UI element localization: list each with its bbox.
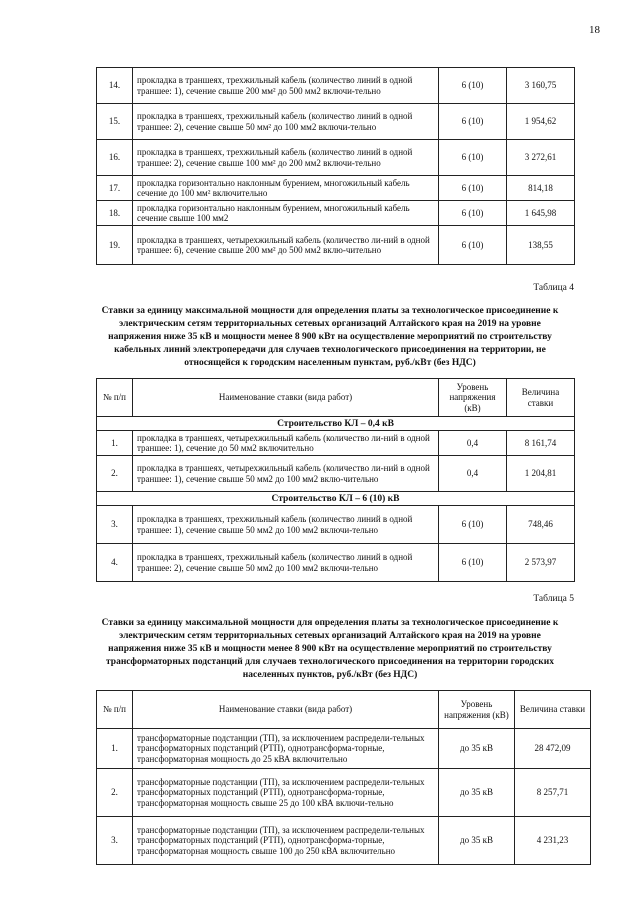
voltage-level: 6 (10) bbox=[439, 226, 507, 265]
rates-table-4 bbox=[96, 378, 575, 582]
voltage-level: до 35 кВ bbox=[439, 769, 515, 817]
voltage-level: 6 (10) bbox=[439, 104, 507, 140]
table-header-row bbox=[97, 691, 591, 729]
rate-description: прокладка в траншеях, трехжильный кабель (количество линий в одной траншее: 1), сечение свыше 50 мм2 до 100 мм2 включи-тельно bbox=[133, 506, 439, 544]
table-row bbox=[97, 506, 575, 544]
rate-value: 3 272,61 bbox=[507, 140, 575, 176]
rate-value: 3 160,75 bbox=[507, 68, 575, 104]
row-number: 19. bbox=[97, 226, 133, 265]
column-header-number: № п/п bbox=[97, 691, 133, 729]
voltage-level: до 35 кВ bbox=[439, 817, 515, 865]
table-row bbox=[97, 456, 575, 492]
row-number: 4. bbox=[97, 544, 133, 582]
column-header-value: Величина ставки bbox=[515, 691, 591, 729]
rate-description: трансформаторные подстанции (ТП), за исключением распредели-тельных трансформаторных подстанций (РТП), однотрансформа-торные, трансформаторная мощность до 25 кВА включительно bbox=[133, 729, 439, 769]
rate-value: 1 645,98 bbox=[507, 201, 575, 226]
table-row bbox=[97, 431, 575, 456]
row-number: 2. bbox=[97, 769, 133, 817]
table-row bbox=[97, 817, 591, 865]
voltage-level: 6 (10) bbox=[439, 201, 507, 226]
rate-description: прокладка горизонтально наклонным бурением, многожильный кабель сечение до 100 мм² включительно bbox=[133, 176, 439, 201]
rate-description: прокладка в траншеях, трехжильный кабель (количество линий в одной траншее: 1), сечение свыше 200 мм² до 500 мм2 включи-тельно bbox=[133, 68, 439, 104]
table-5-label: Таблица 5 bbox=[533, 594, 574, 604]
page-number: 18 bbox=[589, 24, 600, 36]
voltage-level: 6 (10) bbox=[439, 68, 507, 104]
rates-table-5 bbox=[96, 690, 591, 865]
rate-value: 8 257,71 bbox=[515, 769, 591, 817]
rate-value: 2 573,97 bbox=[507, 544, 575, 582]
voltage-level: 6 (10) bbox=[439, 506, 507, 544]
column-header-name: Наименование ставки (вида работ) bbox=[133, 379, 439, 417]
row-number: 16. bbox=[97, 140, 133, 176]
voltage-level: до 35 кВ bbox=[439, 729, 515, 769]
rate-description: прокладка в траншеях, трехжильный кабель (количество линий в одной траншее: 2), сечение свыше 50 мм2 до 100 мм2 включи-тельно bbox=[133, 544, 439, 582]
voltage-level: 6 (10) bbox=[439, 544, 507, 582]
table-row bbox=[97, 544, 575, 582]
table-row bbox=[97, 201, 575, 226]
row-number: 14. bbox=[97, 68, 133, 104]
row-number: 17. bbox=[97, 176, 133, 201]
row-number: 3. bbox=[97, 817, 133, 865]
column-header-number: № п/п bbox=[97, 379, 133, 417]
rates-table-continued bbox=[96, 67, 575, 265]
row-number: 1. bbox=[97, 729, 133, 769]
table-row bbox=[97, 140, 575, 176]
section-heading-kl-0-4: Строительство КЛ – 0,4 кВ bbox=[97, 417, 575, 431]
voltage-level: 6 (10) bbox=[439, 176, 507, 201]
column-header-voltage: Уровень напряжения (кВ) bbox=[439, 379, 507, 417]
rate-value: 1 954,62 bbox=[507, 104, 575, 140]
rate-value: 748,46 bbox=[507, 506, 575, 544]
rate-description: прокладка в траншеях, четырехжильный кабель (количество ли-ний в одной траншее: 6), сечение свыше 200 мм² до 500 мм2 вклю-чительно bbox=[133, 226, 439, 265]
voltage-level: 6 (10) bbox=[439, 140, 507, 176]
section-heading-kl-6-10: Строительство КЛ – 6 (10) кВ bbox=[97, 492, 575, 506]
rate-value: 138,55 bbox=[507, 226, 575, 265]
table-row bbox=[97, 104, 575, 140]
rate-description: прокладка горизонтально наклонным бурением, многожильный кабель сечение свыше 100 мм2 bbox=[133, 201, 439, 226]
table-row bbox=[97, 729, 591, 769]
rate-value: 1 204,81 bbox=[507, 456, 575, 492]
column-header-value: Величина ставки bbox=[507, 379, 575, 417]
rate-description: прокладка в траншеях, четырехжильный кабель (количество ли-ний в одной траншее: 1), сечение свыше 50 мм2 до 100 мм2 вклю-чительно bbox=[133, 456, 439, 492]
rate-description: прокладка в траншеях, трехжильный кабель (количество линий в одной траншее: 2), сечение свыше 50 мм² до 100 мм2 включи-тельно bbox=[133, 104, 439, 140]
section-row bbox=[97, 417, 575, 431]
section-row bbox=[97, 492, 575, 506]
table-row bbox=[97, 226, 575, 265]
table-row bbox=[97, 68, 575, 104]
column-header-voltage: Уровень напряжения (кВ) bbox=[439, 691, 515, 729]
table-header-row bbox=[97, 379, 575, 417]
rate-value: 8 161,74 bbox=[507, 431, 575, 456]
column-header-name: Наименование ставки (вида работ) bbox=[133, 691, 439, 729]
table-4-title: Ставки за единицу максимальной мощности для определения платы за технологическое присоединение к электрическим сетям территориальных сетевых организаций Алтайского края на 2019 на уровне напряжения ниже 35 кВ и мощности менее 8 900 кВт на осуществление мероприятий по строительству кабельных линий электропередачи для случаев технологического присоединения на территории, не относящейся к городским населенным пунктам, руб./кВт (без НДС) bbox=[101, 306, 559, 368]
row-number: 15. bbox=[97, 104, 133, 140]
rate-description: прокладка в траншеях, трехжильный кабель (количество линий в одной траншее: 2), сечение свыше 100 мм² до 200 мм2 включи-тельно bbox=[133, 140, 439, 176]
rate-value: 4 231,23 bbox=[515, 817, 591, 865]
rate-description: трансформаторные подстанции (ТП), за исключением распредели-тельных трансформаторных подстанций (РТП), однотрансформа-торные, трансформаторная мощность свыше 100 до 250 кВА включительно bbox=[133, 817, 439, 865]
row-number: 18. bbox=[97, 201, 133, 226]
row-number: 3. bbox=[97, 506, 133, 544]
voltage-level: 0,4 bbox=[439, 431, 507, 456]
table-row bbox=[97, 769, 591, 817]
table-row bbox=[97, 176, 575, 201]
row-number: 1. bbox=[97, 431, 133, 456]
table-5-title: Ставки за единицу максимальной мощности для определения платы за технологическое присоединение к электрическим сетям территориальных сетевых организаций Алтайского края на 2019 на уровне напряжения ниже 35 кВ и мощности менее 8 900 кВт на осуществление мероприятий по строительству трансформаторных подстанций для случаев технологического присоединения на территории городских населенных пунктов, руб./кВт (без НДС) bbox=[101, 618, 559, 680]
rate-value: 28 472,09 bbox=[515, 729, 591, 769]
rate-description: трансформаторные подстанции (ТП), за исключением распредели-тельных трансформаторных подстанций (РТП), однотрансформа-торные, трансформаторная мощность свыше 25 до 100 кВА включи-тельно bbox=[133, 769, 439, 817]
row-number: 2. bbox=[97, 456, 133, 492]
voltage-level: 0,4 bbox=[439, 456, 507, 492]
rate-description: прокладка в траншеях, четырехжильный кабель (количество ли-ний в одной траншее: 1), сечение до 50 мм2 включительно bbox=[133, 431, 439, 456]
rate-value: 814,18 bbox=[507, 176, 575, 201]
table-4-label: Таблица 4 bbox=[533, 283, 574, 293]
